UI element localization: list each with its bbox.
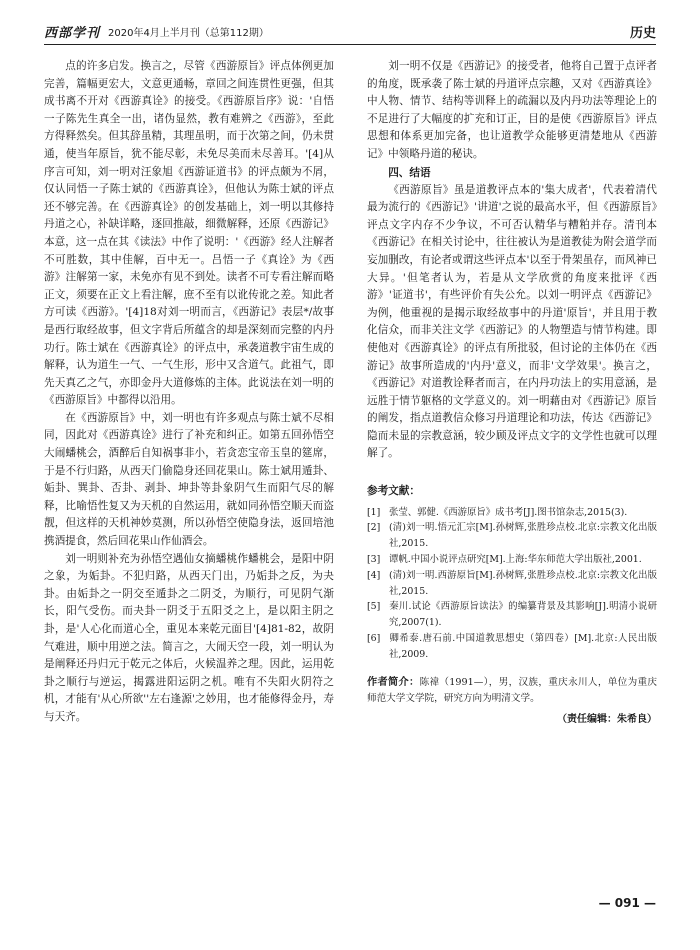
reference-list <box>367 505 657 663</box>
reference-item <box>367 552 657 568</box>
reference-item <box>367 520 657 552</box>
reference-number: [1] <box>367 506 381 518</box>
reference-item <box>367 505 657 521</box>
body-paragraph: 在《西游原旨》中，刘一明也有许多观点与陈士斌不尽相同，因此对《西游真诠》进行了补充和纠正。如第五回孙悟空大闹蟠桃会，酒醉后自知祸事非小，若贪恋宝帝玉皇的筵席，于是不行归路，从西天门偷隐身还回花果山。陈士斌用遁卦、姤卦、巽卦、否卦、剥卦、坤卦等卦象阴气生而阳气尽的解释，比喻悟性复又为天机的自然运用，就如同孙悟空顺天而盗靓，但这样的天机神妙莫测，所以孙悟空使隐身法，返回培池携酒提食，然后回花果山作仙酒会。 <box>44 411 334 548</box>
reference-number: [4] <box>367 569 381 581</box>
body-paragraph: 点的许多启发。换言之，尽管《西游原旨》评点体例更加完善，篇幅更宏大，文意更通畅，章回之间连贯性更强，但其成书离不开对《西游真诠》的接受。《西游原旨序》说：'自悟一子陈先生真全一出，诸伪显然，教有难辨之《西游》，至此方得释然矣。但其辞虽精，其理虽明，而于次第之间，仍未贯通，使当年原旨，犹不能尽彰，未免尽美而未尽善耳。'[4]从序言可知，刘一明对汪象旭《西游证道书》的评点颇为不屑，仅认同悟一子陈士斌的《西游真诠》，但他认为陈士斌的评点还不够完善。在《西游真诠》的创发基础上，刘一明以其修持丹道之心，补缺详略，逐回推敲，细微解释，还原《西游记》本意，这一点在其《读法》中作了说明：'《西游》经人注解者不可胜数，其中佳解，百中无一。吕悟一子《真诠》为《西游》注解第一家，未免亦有见不到处。读者不可专看注解而略正文，须要在正文上看注解，庶不至有以讹传讹之差。知此者方可读《西游》。'[4]18对刘一明而言，《西游记》表层*/故事是西行取经故事，但文字背后所蕴含的却是深刻而完整的内丹功行。陈士斌在《西游真诠》的评点中，承袭道教宇宙生成的解释，认为道生一气、一气生形，形中又含道气。此祖气，即先天真乙之气，亦即金丹大道修炼的主体。此说法在刘一明的《西游原旨》中都得以沿用。 <box>44 60 334 407</box>
reference-number: [5] <box>367 601 381 613</box>
reference-number: [2] <box>367 522 381 534</box>
body-paragraph: 刘一明则补充为孙悟空遇仙女摘蟠桃作蟠桃会，是阳中阴之象，为姤卦。不犯归路，从西天门出，乃姤卦之反，为夬卦。由姤卦之一阴交至遁卦之二阴爻，为顺行，可见阴气渐长，阳气受伤。而夬卦一阴爻于五阳爻之上，是以阳主阴之卦，是'人心化而道心全，重见本来乾元面目'[4]81-82，故阴气难进，顺中用逆之法。简言之，大闹天空一段，刘一明认为是阐释还丹归元于乾元之体后，火候温养之理。因此，运用乾卦之顺行与逆运，揭露进阳运阴之机。唯有不失阳火阴符之机，才能有'从心所欲''左右逢源'之妙用，也才能修得金丹，寿与天齐。 <box>44 552 334 723</box>
reference-item <box>367 568 657 600</box>
body-paragraph: 刘一明不仅是《西游记》的接受者，他将自己置于点评者的角度，既承袭了陈士斌的丹道评点宗趣，又对《西游真诠》中人物、情节、结构等训释上的疏漏以及内丹功法等理论上的不足进行了大幅度的扩充和订正，目的是使《西游原旨》评点思想和体系更加完备，也让道教学众能够更清楚地从《西游记》中领略丹道的秘诀。 <box>367 60 657 160</box>
author-label: 作者简介： <box>367 676 420 688</box>
section-label: 历史 <box>629 26 656 41</box>
editor-note: （责任编辑：朱希良） <box>557 713 657 725</box>
page-header <box>44 20 656 45</box>
author-bio <box>367 675 657 707</box>
reference-number: [6] <box>367 633 381 645</box>
page-number: — 091 — <box>598 896 656 910</box>
references-title: 参考文献： <box>367 485 420 498</box>
left-column <box>44 58 334 727</box>
reference-text: (清)刘一明.悟元汇宗[M].孙树辉,张胜珍点校.北京:宗教文化出版社,2015. <box>389 522 657 550</box>
reference-text: 秦川.试论《西游原旨读法》的编纂背景及其影响[J].明清小说研究,2007(1). <box>389 601 657 629</box>
reference-text: (清)刘一明.西游原旨[M].孙树辉,张胜珍点校.北京:宗教文化出版社,2015. <box>389 569 657 597</box>
journal-logo: 西部学刊 <box>44 26 101 41</box>
reference-item <box>367 631 657 663</box>
reference-text: 张莹、郭健.《西游原旨》成书考[J].图书馆杂志,2015(3). <box>389 506 628 518</box>
issue-info: 2020年4月上半月刊（总第112期） <box>108 28 269 39</box>
reference-number: [3] <box>367 554 381 566</box>
reference-text: 谭帆.中国小说评点研究[M].上海:华东师范大学出版社,2001. <box>389 554 642 566</box>
reference-text: 卿希泰.唐石前.中国道教思想史（第四卷）[M].北京:人民出版社,2009. <box>389 633 657 660</box>
author-text: 陈禕（1991—），男，汉族，重庆永川人，单位为重庆师范大学文学院，研究方向为明清文学。 <box>367 676 658 704</box>
right-column <box>367 58 657 728</box>
body-paragraph: 《西游原旨》虽是道教评点本的'集大成者'，代表着清代最为流行的《西游记》'讲道'之说的最高水平，但《西游原旨》评点文字内存不少争议，不可否认精华与糟粕并存。清刊本《西游记》在相关讨论中，往往被认为是道教徒为附会道学而妄加删改，有论者或谓这些评点本'以至于骨架虽存，而风神已大异。'但笔者认为，若是从文学欣赏的角度来批评《西游》'证道书'，有些评价有失公允。以刘一明评点《西游记》为例，他重视的是揭示取经故事中的丹道'原旨'，并且用于教化信众，而非关注文学《西游记》的人物塑造与情节构建。即使他对《西游真诠》的评点有所批驳，但讨论的主体仍在《西游记》故事所造成的'内丹'意义，而非'文学效果'。换言之，《西游记》对道教诠释者而言，在内丹功法上的实用意涵，是远胜于情节躯格的文学意义的。刘一明藉由对《西游记》原旨的阐发，指点道教信众修习丹道理论和功法，传达《西游记》隐而未显的宗教意涵，较少顾及评点文字的文学性也就可以理解了。 <box>367 183 657 460</box>
section-heading: 四、结语 <box>388 166 431 179</box>
reference-item <box>367 599 657 631</box>
